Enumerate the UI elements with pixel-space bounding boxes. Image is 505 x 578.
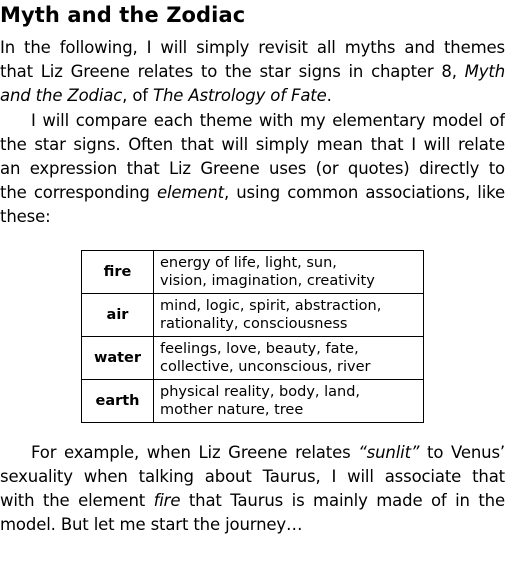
intro-line-3 <box>0 84 505 108</box>
table-row <box>82 294 424 337</box>
table-row <box>82 380 424 423</box>
compare-paragraph <box>0 109 505 229</box>
element-name: fire <box>82 251 154 294</box>
book-title: The Astrology of Fate <box>153 86 327 105</box>
compare-line-2: the star signs. Often that will simply mean that I will relate <box>0 135 505 154</box>
association-line: vision, imagination, creativity <box>160 273 375 289</box>
element-associations <box>154 380 424 423</box>
intro-line-2 <box>0 60 505 84</box>
compare-line-3: an expression that Liz Greene uses (or quotes) directly to <box>0 159 505 178</box>
section-heading: Myth and the Zodiac <box>0 3 246 27</box>
example-line-1-start: For example, when Liz Greene relates <box>31 443 359 462</box>
element-term: element <box>156 183 224 202</box>
example-line-3-end: that Taurus is mainly made of in the <box>180 491 505 510</box>
association-line: energy of life, light, sun, <box>160 255 337 271</box>
intro-line-3-end: . <box>326 86 332 105</box>
association-line: feelings, love, beauty, fate, <box>160 341 359 357</box>
chapter-title-end: and the Zodiac <box>0 86 123 105</box>
table-row <box>82 251 424 294</box>
element-name: earth <box>82 380 154 423</box>
intro-line-2-text: that Liz Greene relates to the star signs in chapter 8, <box>0 62 465 81</box>
example-line-1-end: to Venus’ <box>419 443 505 462</box>
element-name: air <box>82 294 154 337</box>
compare-line-1: I will compare each theme with my elementary model of <box>31 111 505 130</box>
compare-line-4-end: , using common associations, like <box>223 183 505 202</box>
example-line-3-start: with the element <box>0 491 154 510</box>
element-associations-table <box>81 250 424 423</box>
fire-term: fire <box>153 491 181 510</box>
association-line: collective, unconscious, river <box>160 359 371 375</box>
example-paragraph <box>0 441 505 537</box>
intro-paragraph <box>0 36 505 108</box>
compare-line-5: these: <box>0 207 51 226</box>
table-row <box>82 337 424 380</box>
association-line: mother nature, tree <box>160 402 304 418</box>
association-line: rationality, consciousness <box>160 316 348 332</box>
association-line: physical reality, body, land, <box>160 384 361 400</box>
intro-line-1: In the following, I will simply revisit all myths and themes <box>0 38 505 57</box>
example-line-4: model. But let me start the journey… <box>0 515 303 534</box>
element-associations <box>154 337 424 380</box>
compare-line-4 <box>0 181 505 205</box>
element-associations <box>154 294 424 337</box>
compare-line-4-start: the corresponding <box>0 183 157 202</box>
example-line-2: sexuality when talking about Taurus, I will associate that <box>0 467 505 486</box>
sunlit-quote: “sunlit” <box>358 443 420 462</box>
association-line: mind, logic, spirit, abstraction, <box>160 298 382 314</box>
intro-line-3-mid: , of <box>122 86 154 105</box>
element-name: water <box>82 337 154 380</box>
example-line-1 <box>0 441 505 465</box>
element-associations <box>154 251 424 294</box>
example-line-3 <box>0 489 505 513</box>
chapter-title-start: Myth <box>464 62 505 81</box>
